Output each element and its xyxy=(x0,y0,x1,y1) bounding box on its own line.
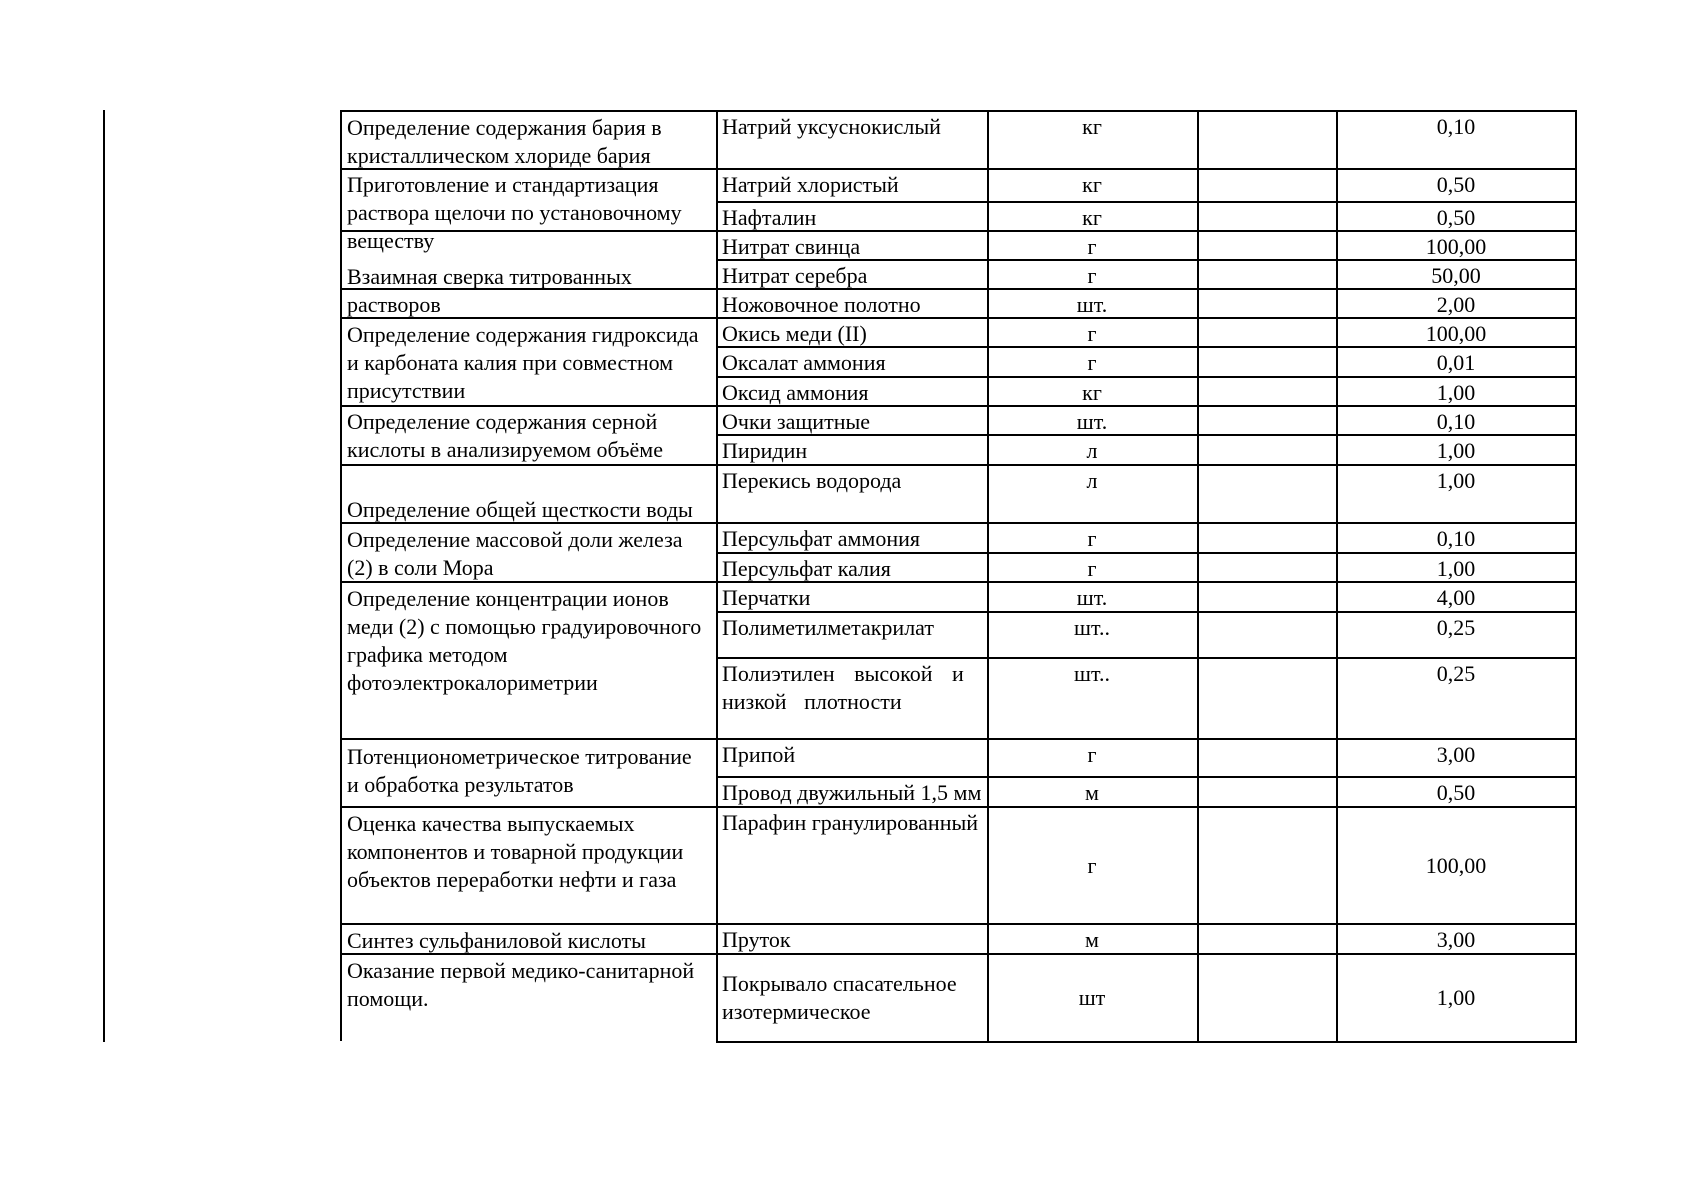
quantity-cell: 0,50 xyxy=(1436,172,1476,197)
unit-cell: г xyxy=(1087,321,1097,346)
material-text: Пиридин xyxy=(722,438,808,463)
quantity-cell: 1,00 xyxy=(1436,985,1476,1010)
material-text: Натрий уксуснокислый xyxy=(722,114,941,139)
quantity-cell: 0,50 xyxy=(1436,780,1476,805)
process-text-line: (2) в соли Мора xyxy=(347,555,494,580)
quantity-cell: 50,00 xyxy=(1431,263,1481,288)
unit-cell: г xyxy=(1087,742,1097,767)
unit-cell: г xyxy=(1087,263,1097,288)
material-cell xyxy=(719,170,987,199)
table-border-left xyxy=(340,110,342,1041)
process-text-line: кристаллическом хлориде бария xyxy=(347,143,651,168)
material-cell xyxy=(719,659,987,716)
material-text: Нитрат свинца xyxy=(722,234,861,259)
material-cell xyxy=(719,740,987,769)
material-text: Перчатки xyxy=(722,585,811,610)
process-cell xyxy=(344,926,714,955)
material-text-line: низкой плотности xyxy=(722,689,902,714)
material-text: Полиметилметакрилат xyxy=(722,615,934,640)
quantity-cell: 1,00 xyxy=(1436,468,1476,493)
process-cell xyxy=(344,113,714,170)
material-text: Персульфат калия xyxy=(722,556,891,581)
process-cell xyxy=(344,170,714,255)
material-cell xyxy=(719,466,987,495)
unit-cell: кг xyxy=(1082,172,1102,197)
unit-cell: г xyxy=(1087,234,1097,259)
process-text-line: Определение массовой доли железа xyxy=(347,527,683,552)
process-text-line: Оказание первой медико-санитарной xyxy=(347,958,695,983)
unit-cell: шт.. xyxy=(1074,661,1110,686)
process-text-line: объектов переработки нефти и газа xyxy=(347,867,677,892)
process-text-line: Определение общей щесткости воды xyxy=(347,497,693,522)
material-text: Нитрат серебра xyxy=(722,263,868,288)
process-text-line: присутствии xyxy=(347,378,466,403)
quantity-cell: 100,00 xyxy=(1425,234,1487,259)
material-text: Окись меди (II) xyxy=(722,321,867,346)
material-cell xyxy=(719,290,987,319)
process-cell xyxy=(344,584,714,697)
unit-cell: м xyxy=(1085,780,1099,805)
quantity-cell: 4,00 xyxy=(1436,585,1476,610)
material-cell xyxy=(719,583,987,612)
quantity-cell: 1,00 xyxy=(1436,380,1476,405)
unit-cell: г xyxy=(1087,526,1097,551)
material-cell xyxy=(719,808,987,837)
material-cell xyxy=(719,436,987,465)
process-text-line: меди (2) с помощью градуировочного xyxy=(347,614,702,639)
material-cell xyxy=(719,778,987,807)
quantity-cell: 0,10 xyxy=(1436,114,1476,139)
unit-cell: г xyxy=(1087,853,1097,878)
process-text-line: графика методом xyxy=(347,642,508,667)
process-cell xyxy=(344,407,714,464)
process-cell xyxy=(344,809,714,894)
quantity-cell: 3,00 xyxy=(1436,742,1476,767)
material-text: Перекись водорода xyxy=(722,468,902,493)
unit-cell: шт. xyxy=(1076,585,1108,610)
quantity-cell: 3,00 xyxy=(1436,927,1476,952)
material-text: Ножовочное полотно xyxy=(722,292,921,317)
process-text-line: Оценка качества выпускаемых xyxy=(347,811,635,836)
table-column-divider xyxy=(716,110,718,1041)
process-text-line: Потенционометрическое титрование xyxy=(347,744,692,769)
material-cell xyxy=(719,378,987,407)
material-cell xyxy=(719,203,987,232)
process-text-line: Взаимная сверка титрованных xyxy=(347,264,632,289)
unit-cell: кг xyxy=(1082,380,1102,405)
unit-cell: шт.. xyxy=(1074,615,1110,640)
unit-cell: кг xyxy=(1082,114,1102,139)
table-bottom-border xyxy=(716,1041,1577,1043)
quantity-cell: 0,25 xyxy=(1436,615,1476,640)
quantity-cell: 0,25 xyxy=(1436,661,1476,686)
unit-cell: шт xyxy=(1078,985,1106,1010)
material-text: Оксалат аммония xyxy=(722,350,886,375)
unit-cell: г xyxy=(1087,350,1097,375)
quantity-cell: 1,00 xyxy=(1436,438,1476,463)
unit-cell: г xyxy=(1087,556,1097,581)
material-text: Очки защитные xyxy=(722,409,871,434)
material-cell xyxy=(719,348,987,377)
material-text: Пруток xyxy=(722,927,791,952)
material-cell xyxy=(719,407,987,436)
process-text-line: компонентов и товарной продукции xyxy=(347,839,684,864)
material-text: Провод двужильный 1,5 мм xyxy=(722,780,982,805)
material-text: Натрий хлористый xyxy=(722,172,899,197)
quantity-cell: 0,10 xyxy=(1436,409,1476,434)
table-column-divider xyxy=(1197,110,1199,1041)
quantity-cell: 2,00 xyxy=(1436,292,1476,317)
material-text-line: Полиэтилен высокой и xyxy=(722,661,964,686)
table-border-right xyxy=(1575,110,1577,1041)
quantity-cell: 100,00 xyxy=(1425,853,1487,878)
process-text-line: Определение содержания бария в xyxy=(347,115,662,140)
unit-cell: м xyxy=(1085,927,1099,952)
process-text-line: кислоты в анализируемом объёме xyxy=(347,437,663,462)
material-text-line: изотермическое xyxy=(722,999,871,1024)
material-cell xyxy=(719,319,987,348)
process-cell xyxy=(344,262,714,319)
material-text: Парафин гранулированный xyxy=(722,810,979,835)
material-cell xyxy=(719,112,987,141)
process-cell xyxy=(344,495,714,524)
unit-cell: шт. xyxy=(1076,292,1108,317)
unit-cell: шт. xyxy=(1076,409,1108,434)
process-text-line: Приготовление и стандартизация xyxy=(347,172,659,197)
quantity-cell: 1,00 xyxy=(1436,556,1476,581)
material-text-line: Покрывало спасательное xyxy=(722,971,957,996)
process-cell xyxy=(344,956,714,1013)
material-cell xyxy=(719,524,987,553)
process-text-line: помощи. xyxy=(347,986,429,1011)
process-text-line: и обработка результатов xyxy=(347,772,574,797)
unit-cell: л xyxy=(1086,438,1098,463)
process-cell xyxy=(344,525,714,582)
process-cell xyxy=(344,320,714,405)
process-text-line: Синтез сульфаниловой кислоты xyxy=(347,928,646,953)
material-text: Припой xyxy=(722,742,796,767)
process-text-line: Определение содержания гидроксида xyxy=(347,322,699,347)
material-text: Персульфат аммония xyxy=(722,526,921,551)
quantity-cell: 0,10 xyxy=(1436,526,1476,551)
material-text: Нафталин xyxy=(722,205,817,230)
quantity-cell: 100,00 xyxy=(1425,321,1487,346)
material-cell xyxy=(719,261,987,290)
process-text-line: Определение содержания серной xyxy=(347,409,658,434)
material-cell xyxy=(719,613,987,642)
material-text: Оксид аммония xyxy=(722,380,869,405)
unit-cell: л xyxy=(1086,468,1098,493)
material-cell xyxy=(719,554,987,583)
process-text-line: фотоэлектрокалориметрии xyxy=(347,670,598,695)
process-text-line: растворов xyxy=(347,292,441,317)
material-cell xyxy=(719,232,987,261)
quantity-cell: 0,50 xyxy=(1436,205,1476,230)
quantity-cell: 0,01 xyxy=(1436,350,1476,375)
left-margin-rule xyxy=(103,110,105,1042)
process-text-line: Определение концентрации ионов xyxy=(347,586,669,611)
process-text-line: раствора щелочи по установочному xyxy=(347,200,682,225)
material-cell xyxy=(719,925,987,954)
process-text-line: и карбоната калия при совместном xyxy=(347,350,674,375)
process-text-line: веществу xyxy=(347,228,435,253)
material-cell xyxy=(719,969,987,1026)
unit-cell: кг xyxy=(1082,205,1102,230)
process-cell xyxy=(344,742,714,799)
